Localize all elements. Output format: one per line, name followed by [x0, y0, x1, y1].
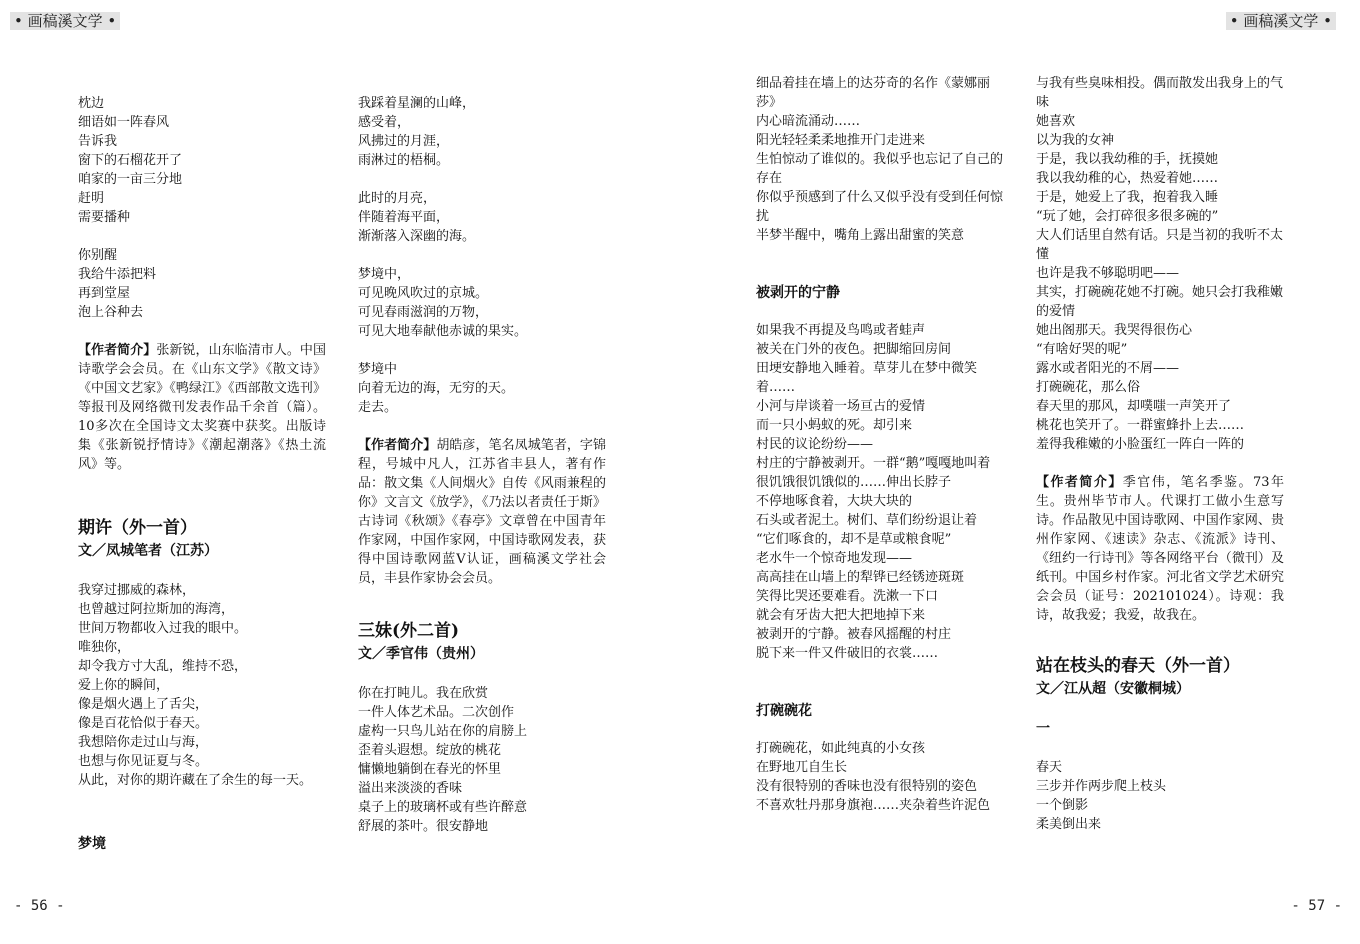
poem-line: 在野地兀自生长 [756, 760, 848, 775]
poem-line: 桃花也笑开了。一群蜜蜂扑上去…… [1036, 418, 1245, 433]
poem-end-stanza-2 [78, 246, 326, 322]
column-2 [358, 94, 606, 836]
poem-line: 咱家的一亩三分地 [78, 172, 183, 187]
poem-line: 渐渐落入深幽的海。 [358, 229, 476, 244]
poem-line: 走去。 [358, 400, 398, 415]
poem-para: 从此，对你的期许藏在了余生的每一天。 [78, 773, 313, 788]
author-bio [1036, 473, 1284, 625]
poem-line: 很饥饿很饥饿似的……伸出长脖子 [756, 475, 952, 490]
poem-line: 你别醒 [78, 248, 118, 263]
poem-line: 村民的议论纷纷—— [756, 437, 874, 452]
poem-line: 你似乎预感到了什么又似乎没有受到任何惊扰 [756, 190, 1004, 224]
poem-title: 站在枝头的春天（外一首） [1036, 656, 1240, 676]
stanza-b [756, 321, 1004, 663]
poem-line: 也曾越过阿拉斯加的海湾， [78, 602, 235, 617]
poem-line: 告诉我 [78, 134, 118, 149]
poem-line: “它们啄食的，却不是草或粮食呢” [756, 532, 952, 547]
poem-line: 而一只小蚂蚁的死。却引来 [756, 418, 913, 433]
poem-line: 脱下来一件又件破旧的衣裳…… [756, 646, 939, 661]
stanza-c [756, 739, 1004, 815]
column-3 [756, 74, 1004, 815]
poem-line: 唯独你， [78, 640, 131, 655]
stanza-a [1036, 74, 1284, 454]
poem-line: 以为我的女神 [1036, 133, 1115, 148]
poem-line: 我想陪你走过山与海， [78, 735, 209, 750]
poem-line: 伴随着海平面， [358, 210, 450, 225]
poem-line: 羞得我稚嫩的小脸蛋红一阵白一阵的 [1036, 437, 1245, 452]
poem-body [78, 581, 326, 771]
poem-line: 被剥开的宁静。被春风摇醒的村庄 [756, 627, 952, 642]
poem-line: 春天里的那风，却噗嗤一声笑开了 [1036, 399, 1232, 414]
poem-byline: 文／江从超（安徽桐城） [1036, 681, 1190, 697]
poem-line: 细品着挂在墙上的达芬奇的名作《蒙娜丽莎》 [756, 76, 991, 110]
author-bio [78, 341, 326, 474]
poem-line: 露水或者阳光的不屑—— [1036, 361, 1180, 376]
poem-line: 世间万物都收入过我的眼中。 [78, 621, 248, 636]
poem-line: 打碗碗花，如此纯真的小女孩 [756, 741, 926, 756]
author-bio [358, 436, 606, 588]
bio-text: 季官伟，笔名季鉴。73年生。贵州毕节市人。代课打工做小生意写诗。作品散见中国诗歌网、中国作家网、贵州作家网、《速读》杂志、《流派》诗刊、《纽约一行诗刊》等各网络平台（微刊）及纸刊。中国乡村作家。河北省文学艺术研究会会员（证号：202101024）。诗观：我诗，故我爱；我爱，故我在。 [1036, 475, 1284, 623]
poem-line: 大人们话里自然有话。只是当初的我听不太懂 [1036, 228, 1284, 262]
stanza-c [358, 265, 606, 341]
stanza-d [358, 360, 606, 417]
poem-line: 风拂过的月涯， [358, 134, 450, 149]
poem-line: 也许是我不够聪明吧—— [1036, 266, 1180, 281]
poem-line: 你在打盹儿。我在欣赏 [358, 686, 489, 701]
poem-line: 内心暗流涌动…… [756, 114, 861, 129]
poem-line: 可见春雨滋润的万物， [358, 305, 489, 320]
page-number-right: - 57 - [1291, 898, 1342, 914]
poem-line: 舒展的茶叶。很安静地 [358, 819, 489, 834]
poem-title: 三妹(外二首) [358, 621, 460, 641]
poem-line: 感受着， [358, 115, 411, 130]
poem-line: “有啥好哭的呢” [1036, 342, 1128, 357]
poem-line: 细语如一阵春风 [78, 115, 170, 130]
poem-line: 生怕惊动了谁似的。我似乎也忘记了自己的存在 [756, 152, 1004, 186]
poem-line: 我给牛添把料 [78, 267, 157, 282]
header-right-label: • 画稿溪文学 • [1226, 12, 1336, 30]
poem-line: 半梦半醒中，嘴角上露出甜蜜的笑意 [756, 228, 965, 243]
poem-line: 被关在门外的夜色。把脚缩回房间 [756, 342, 952, 357]
bio-label: 【作者简介】 [78, 343, 157, 358]
poem-line: 与我有些臭味相投。偶而散发出我身上的气味 [1036, 76, 1284, 110]
poem-line: 像是烟火遇上了舌尖， [78, 697, 209, 712]
poem-line: 虚构一只鸟儿站在你的肩膀上 [358, 724, 528, 739]
poem-line: 枕边 [78, 96, 105, 111]
poem-line: 村庄的宁静被剥开。一群“鹅”嘎嘎地叫着 [756, 456, 991, 471]
poem-line: 像是百花恰似于春天。 [78, 716, 209, 731]
poem-line: 我以我幼稚的心，热爱着她…… [1036, 171, 1219, 186]
poem-line: 没有很特别的香味也没有很特别的姿色 [756, 779, 978, 794]
poem-line: 此时的月亮， [358, 191, 437, 206]
stanza-a [756, 74, 1004, 245]
poem-line: 石头或者泥土。树们、草们纷纷退让着 [756, 513, 978, 528]
poem-line: 老水牛一个惊奇地发现—— [756, 551, 913, 566]
stanza-a [358, 94, 606, 170]
poem-line: 向着无边的海，无穷的天。 [358, 381, 515, 396]
poem-line: 梦境中 [358, 362, 398, 377]
poem-line: 再到堂屋 [78, 286, 131, 301]
poem-line: 田埂安静地入睡着。草芽儿在梦中微笑着…… [756, 361, 978, 395]
column-1 [78, 94, 326, 854]
poem-line: 小河与岸谈着一场亘古的爱情 [756, 399, 926, 414]
poem-line: 就会有牙齿大把大把地掉下来 [756, 608, 926, 623]
poem-byline: 文／季官伟（贵州） [358, 646, 484, 662]
poem-line: 窗下的石榴花开了 [78, 153, 183, 168]
poem-line: 雨淋过的梧桐。 [358, 153, 450, 168]
poem-line: 我穿过挪威的森林， [78, 583, 196, 598]
page-number-left: - 56 - [14, 898, 65, 914]
poem-line: 却令我方寸大乱，维持不恐， [78, 659, 248, 674]
poem-line: 其实，打碗碗花她不打碗。她只会打我稚嫩的爱情 [1036, 285, 1284, 319]
poem-end-stanza [78, 94, 326, 227]
poem-line: 于是，我以我幼稚的手，抚摸她 [1036, 152, 1219, 167]
poem-line: 梦境中， [358, 267, 411, 282]
bio-label: 【作者简介】 [1036, 475, 1123, 490]
poem-line: 一件人体艺术品。二次创作 [358, 705, 515, 720]
bio-text: 张新锐，山东临清市人。中国诗歌学会会员。在《山东文学》《散文诗》《中国文艺家》《鸭绿江》《西部散文选刊》等报刊及网络微刊发表作品千余首（篇）。10多次在全国诗文太奖赛中获奖。出版诗集《张新锐抒情诗》《潮起潮落》《热土流风》等。 [78, 343, 326, 472]
poem-line: 不停地啄食着，大块大块的 [756, 494, 913, 509]
poem-line: 一个倒影 [1036, 798, 1089, 813]
poem-line: 打碗碗花，那么俗 [1036, 380, 1141, 395]
poem-line: 歪着头遐想。绽放的桃花 [358, 743, 502, 758]
poem-line: 泡上谷种去 [78, 305, 144, 320]
bio-label: 【作者简介】 [358, 438, 437, 453]
poem-line: 春天 [1036, 760, 1063, 775]
poem-line: 如果我不再提及鸟鸣或者蛙声 [756, 323, 926, 338]
stanza-b [358, 189, 606, 246]
poem-line: 也想与你见证夏与冬。 [78, 754, 209, 769]
poem-byline: 文／凤城笔者（江苏） [78, 543, 218, 559]
poem-line: 于是，她爱上了我，抱着我入睡 [1036, 190, 1219, 205]
poem-line: 桌子上的玻璃杯或有些许醉意 [358, 800, 528, 815]
section-number: 一 [1036, 721, 1050, 737]
poem-line: 柔美倒出来 [1036, 817, 1102, 832]
poem-line: 我踩着星澜的山峰， [358, 96, 476, 111]
poem-line: 高高挂在山墙上的犁铧已经锈迹斑斑 [756, 570, 965, 585]
poem-title: 期许（外一首） [78, 518, 197, 538]
poem-line: 溢出来淡淡的香味 [358, 781, 463, 796]
poem-line: 她出阁那天。我哭得很伤心 [1036, 323, 1193, 338]
poem-line: 三步并作两步爬上枝头 [1036, 779, 1167, 794]
poem-line: 可见大地奉献他赤诚的果实。 [358, 324, 528, 339]
poem-line: 她喜欢 [1036, 114, 1076, 129]
poem-line: 笑得比哭还要难看。洗漱一下口 [756, 589, 939, 604]
poem-line: 爱上你的瞬间， [78, 678, 170, 693]
poem-line: 可见晚风吹过的京城。 [358, 286, 489, 301]
header-left-label: • 画稿溪文学 • [10, 12, 120, 30]
section-subhead-1: 被剥开的宁静 [756, 285, 840, 301]
stanza-e [358, 684, 606, 836]
poem-line: “玩了她，会打碎很多很多碗的” [1036, 209, 1219, 224]
poem-line: 需要播种 [78, 210, 131, 225]
poem-line: 赶明 [78, 191, 105, 206]
column-4 [1036, 74, 1284, 834]
stanza-b [1036, 758, 1284, 834]
section-subhead-2: 打碗碗花 [756, 703, 812, 719]
bio-text: 胡皓彦，笔名凤城笔者，字锦程，号城中凡人，江苏省丰县人，著有作品：散文集《人间烟火》自传《风雨兼程的你》文言文《放学》，《乃法以者责任于斯》古诗词《秋颂》《春亭》文章曾在中国青年作家网，中国作家网，中国诗歌网发表，获得中国诗歌网蓝V认证，画稿溪文学社会员，丰县作家协会会员。 [358, 438, 606, 586]
poem-line: 慵懒地躺倒在春光的怀里 [358, 762, 502, 777]
poem-subhead: 梦境 [78, 836, 106, 852]
poem-line: 不喜欢牡丹那身旗袍……夹杂着些许泥色 [756, 798, 991, 813]
poem-line: 阳光轻轻柔柔地推开门走进来 [756, 133, 926, 148]
